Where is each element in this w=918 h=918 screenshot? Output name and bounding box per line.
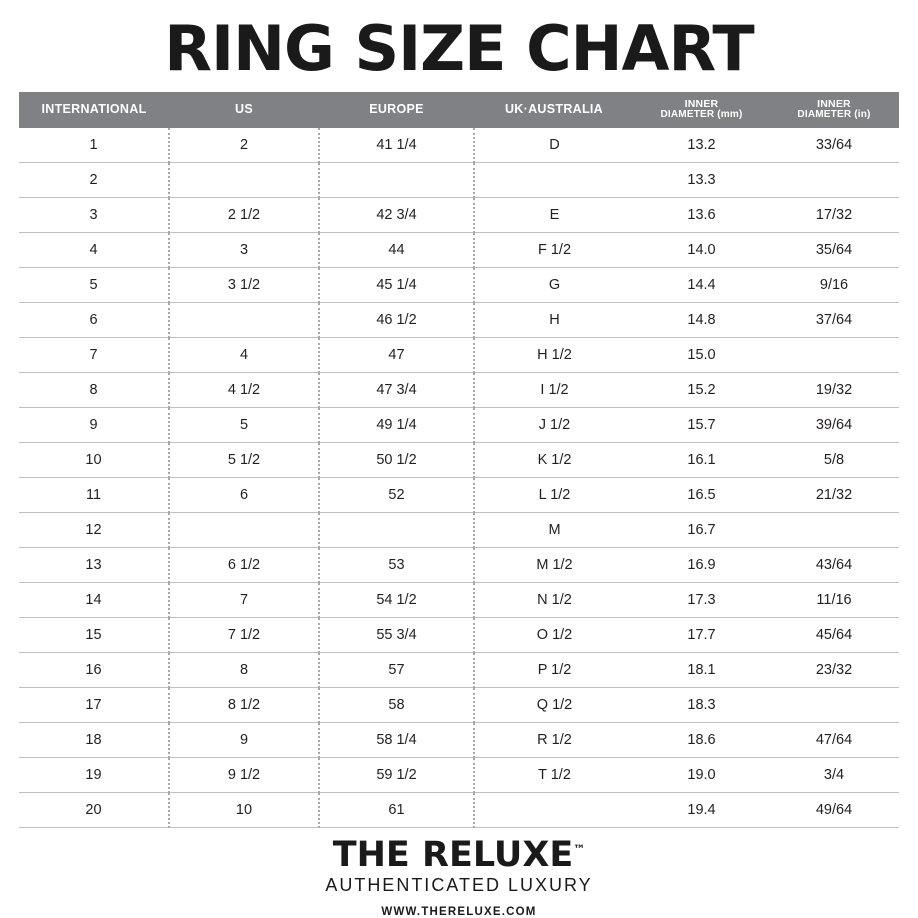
table-header-row (19, 92, 899, 128)
table-cell (319, 512, 474, 547)
table-cell (769, 687, 899, 722)
table-cell: 18.6 (634, 722, 769, 757)
table-cell: 19.0 (634, 757, 769, 792)
table-cell: 50 1/2 (319, 442, 474, 477)
table-cell: 3 (169, 232, 319, 267)
column-header-europe: EUROPE (319, 92, 474, 128)
table-cell: 54 1/2 (319, 582, 474, 617)
table-cell: 11/16 (769, 582, 899, 617)
table-cell: 10 (169, 792, 319, 827)
table-cell: 6 1/2 (169, 547, 319, 582)
table-cell: 2 (19, 162, 169, 197)
ring-size-table (19, 92, 899, 828)
table-cell: 49/64 (769, 792, 899, 827)
table-cell: 13.3 (634, 162, 769, 197)
table-cell: 3 (19, 197, 169, 232)
table-cell: D (474, 128, 634, 163)
table-cell: 61 (319, 792, 474, 827)
table-cell: J 1/2 (474, 407, 634, 442)
table-row (19, 267, 899, 302)
table-cell: 17/32 (769, 197, 899, 232)
table-cell: 12 (19, 512, 169, 547)
table-cell: 4 (169, 337, 319, 372)
table-row (19, 302, 899, 337)
table-body (19, 128, 899, 828)
table-cell: N 1/2 (474, 582, 634, 617)
table-cell: 16 (19, 652, 169, 687)
brand-tagline: AUTHENTICATED LUXURY (325, 874, 593, 895)
table-cell: 16.9 (634, 547, 769, 582)
table-cell: 6 (169, 477, 319, 512)
table-cell: 15.0 (634, 337, 769, 372)
table-row (19, 687, 899, 722)
table-cell: 41 1/4 (319, 128, 474, 163)
table-cell: 2 1/2 (169, 197, 319, 232)
table-cell: 53 (319, 547, 474, 582)
column-header-us: US (169, 92, 319, 128)
table-cell: T 1/2 (474, 757, 634, 792)
table-cell: 9 (169, 722, 319, 757)
table-cell: O 1/2 (474, 617, 634, 652)
footer (0, 834, 918, 918)
table-row (19, 547, 899, 582)
table-cell: M (474, 512, 634, 547)
table-cell: 8 (169, 652, 319, 687)
table-cell: H 1/2 (474, 337, 634, 372)
table-cell: 9 1/2 (169, 757, 319, 792)
table-cell: 16.7 (634, 512, 769, 547)
table-cell: K 1/2 (474, 442, 634, 477)
table-cell: 13 (19, 547, 169, 582)
table-cell: 23/32 (769, 652, 899, 687)
table-row (19, 757, 899, 792)
table-cell: 3 1/2 (169, 267, 319, 302)
brand-name (332, 834, 586, 875)
table-cell: I 1/2 (474, 372, 634, 407)
column-header-inner-diameter-mm: INNER DIAMETER (mm) (634, 92, 769, 128)
table-cell: 46 1/2 (319, 302, 474, 337)
table-cell: 35/64 (769, 232, 899, 267)
table-cell: 14 (19, 582, 169, 617)
table-cell: R 1/2 (474, 722, 634, 757)
table-row (19, 792, 899, 827)
table-cell: L 1/2 (474, 477, 634, 512)
table-cell: 4 1/2 (169, 372, 319, 407)
table-row (19, 407, 899, 442)
brand-text: THE RELUXE (332, 834, 574, 875)
table-cell: 5 (19, 267, 169, 302)
table-cell: 47 3/4 (319, 372, 474, 407)
table-cell: 11 (19, 477, 169, 512)
table-cell: 43/64 (769, 547, 899, 582)
table-cell: F 1/2 (474, 232, 634, 267)
table-cell: 7 (19, 337, 169, 372)
table-row (19, 128, 899, 163)
table-row (19, 582, 899, 617)
table-cell (769, 337, 899, 372)
table-cell: 17.3 (634, 582, 769, 617)
table-cell: 14.0 (634, 232, 769, 267)
table-row (19, 197, 899, 232)
table-cell: 5/8 (769, 442, 899, 477)
table-cell: 39/64 (769, 407, 899, 442)
table-cell: 9 (19, 407, 169, 442)
table-cell: 49 1/4 (319, 407, 474, 442)
table-cell: 57 (319, 652, 474, 687)
column-header-inner-diameter-in: INNER DIAMETER (in) (769, 92, 899, 128)
table-cell: 37/64 (769, 302, 899, 337)
table-row (19, 617, 899, 652)
table-cell: G (474, 267, 634, 302)
table-cell: 15 (19, 617, 169, 652)
website-url: WWW.THERELUXE.COM (381, 905, 537, 918)
table-cell: 47/64 (769, 722, 899, 757)
table-row (19, 372, 899, 407)
table-cell: 6 (19, 302, 169, 337)
table-cell: 10 (19, 442, 169, 477)
table-cell: 44 (319, 232, 474, 267)
table-row (19, 232, 899, 267)
table-cell: 5 1/2 (169, 442, 319, 477)
table-cell: 47 (319, 337, 474, 372)
table-cell: 3/4 (769, 757, 899, 792)
table-cell (769, 512, 899, 547)
table-cell: 8 (19, 372, 169, 407)
table-cell: 7 1/2 (169, 617, 319, 652)
table-cell: 45/64 (769, 617, 899, 652)
table-cell (169, 162, 319, 197)
table-cell: 17.7 (634, 617, 769, 652)
table-cell: 55 3/4 (319, 617, 474, 652)
table-cell: 14.8 (634, 302, 769, 337)
table-cell: 4 (19, 232, 169, 267)
table-cell: 58 (319, 687, 474, 722)
table-cell: 19.4 (634, 792, 769, 827)
table-row (19, 162, 899, 197)
table-cell: 18.1 (634, 652, 769, 687)
table-cell: Q 1/2 (474, 687, 634, 722)
table-cell: 8 1/2 (169, 687, 319, 722)
table-row (19, 337, 899, 372)
table-cell (169, 302, 319, 337)
page-title: RING SIZE CHART (164, 12, 754, 85)
table-cell: 13.2 (634, 128, 769, 163)
column-header-uk-australia: UK·AUSTRALIA (474, 92, 634, 128)
table-cell: 9/16 (769, 267, 899, 302)
table-row (19, 477, 899, 512)
table-cell: 16.5 (634, 477, 769, 512)
table-cell: H (474, 302, 634, 337)
table-cell: 2 (169, 128, 319, 163)
table-cell: 15.7 (634, 407, 769, 442)
table-cell: P 1/2 (474, 652, 634, 687)
table-cell: 58 1/4 (319, 722, 474, 757)
table-cell (169, 512, 319, 547)
table-cell: 19/32 (769, 372, 899, 407)
table-header (19, 92, 899, 128)
table-row (19, 652, 899, 687)
table-cell: 15.2 (634, 372, 769, 407)
table-cell: 18 (19, 722, 169, 757)
column-header-international: INTERNATIONAL (19, 92, 169, 128)
table-cell: 17 (19, 687, 169, 722)
table-cell: 16.1 (634, 442, 769, 477)
table-row (19, 722, 899, 757)
table-cell (319, 162, 474, 197)
table-cell: 45 1/4 (319, 267, 474, 302)
table-cell: 14.4 (634, 267, 769, 302)
table-cell: 19 (19, 757, 169, 792)
table-cell: 13.6 (634, 197, 769, 232)
table-cell: 1 (19, 128, 169, 163)
table-cell: 52 (319, 477, 474, 512)
table-row (19, 442, 899, 477)
table-cell: 59 1/2 (319, 757, 474, 792)
table-cell: 7 (169, 582, 319, 617)
table-cell: 42 3/4 (319, 197, 474, 232)
table-cell: 18.3 (634, 687, 769, 722)
trademark-symbol: ™ (573, 841, 586, 856)
table-cell: 33/64 (769, 128, 899, 163)
table-cell (474, 792, 634, 827)
table-cell: 5 (169, 407, 319, 442)
table-cell (474, 162, 634, 197)
table-cell: 21/32 (769, 477, 899, 512)
table-cell: 20 (19, 792, 169, 827)
table-cell: E (474, 197, 634, 232)
table-row (19, 512, 899, 547)
table-cell (769, 162, 899, 197)
table-cell: M 1/2 (474, 547, 634, 582)
